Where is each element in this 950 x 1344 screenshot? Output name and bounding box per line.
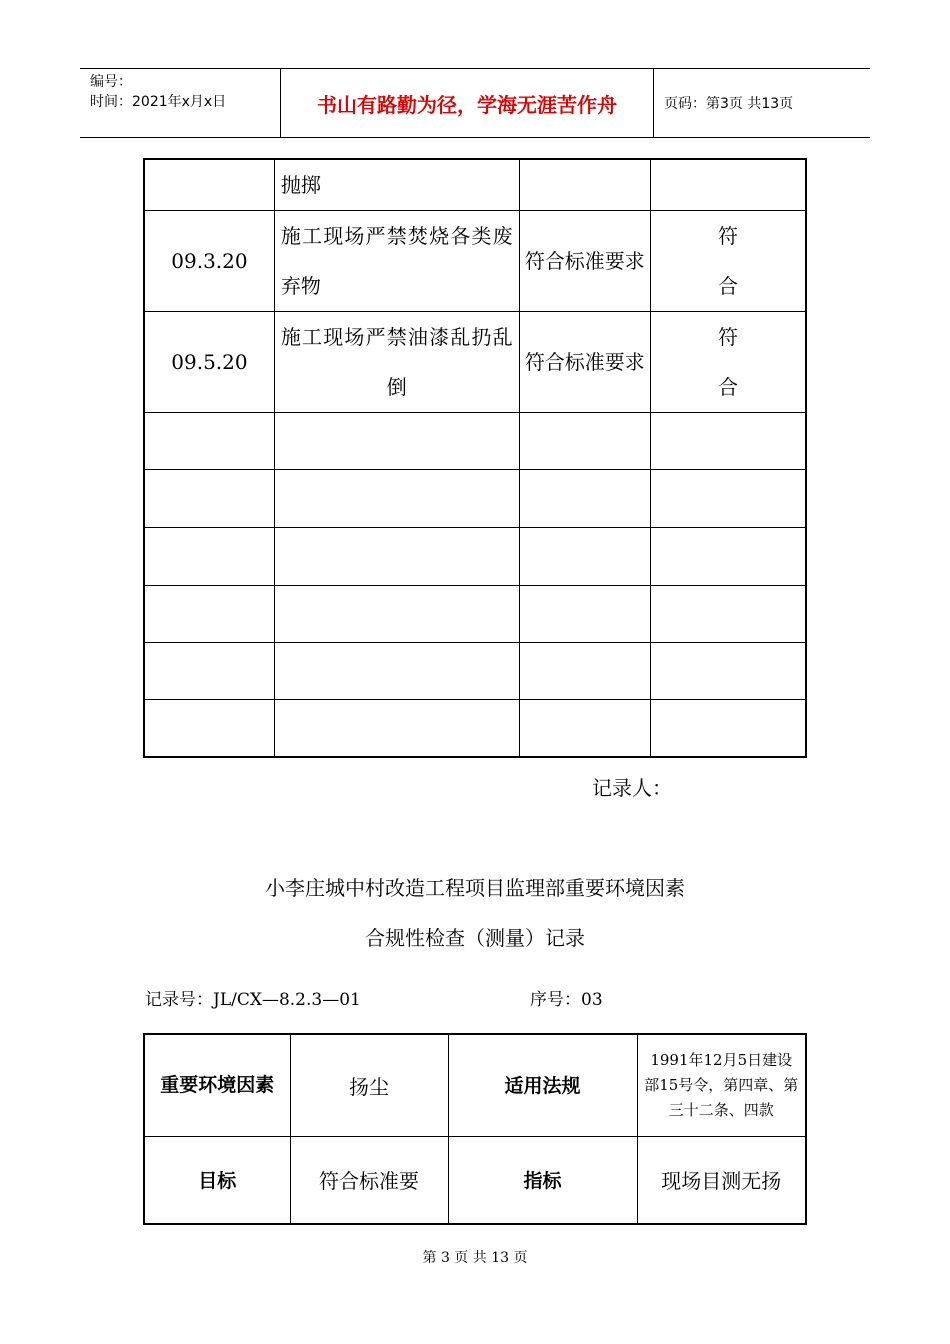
result-cell	[651, 700, 806, 757]
sequence-number: 序号：03	[530, 990, 603, 1010]
law-value: 1991年12月5日建设部15号令，第四章、第三十二条、四款	[637, 1034, 806, 1136]
requirement-cell	[519, 586, 650, 643]
target-row	[144, 1136, 806, 1224]
header-page-number: 页码：第3页 共13页	[664, 96, 794, 112]
table-row	[144, 413, 806, 470]
target-value: 符合标准要	[290, 1136, 448, 1224]
section-title-line1: 小李庄城中村改造工程项目监理部重要环境因素	[265, 876, 685, 900]
table-row	[144, 211, 806, 312]
result-cell	[651, 413, 806, 470]
content-cell	[274, 413, 519, 470]
law-label: 适用法规	[448, 1034, 637, 1136]
date-cell	[144, 700, 274, 757]
date-cell	[144, 528, 274, 586]
header-motto: 书山有路勤为径，学海无涯苦作舟	[281, 69, 654, 137]
factor-value: 扬尘	[290, 1034, 448, 1136]
result-cell: 符合	[651, 211, 806, 312]
table-row	[144, 700, 806, 757]
requirement-cell: 符合标准要求	[519, 312, 650, 413]
result-cell	[651, 470, 806, 528]
date-cell	[144, 470, 274, 528]
content-cell: 施工现场严禁油漆乱扔乱倒	[274, 312, 519, 413]
date-cell: 09.3.20	[144, 211, 274, 312]
indicator-label: 指标	[448, 1136, 637, 1224]
recorder-label: 记录人：	[592, 776, 672, 800]
table-row	[144, 159, 806, 211]
indicator-value: 现场目测无扬	[637, 1136, 806, 1224]
environment-factor-table	[143, 1033, 807, 1225]
requirement-cell	[519, 159, 650, 211]
inspection-table	[143, 158, 807, 758]
content-cell	[274, 586, 519, 643]
time-label: 时间：2021年x月x日	[90, 94, 227, 110]
date-cell: 09.5.20	[144, 312, 274, 413]
table-row	[144, 528, 806, 586]
factor-label: 重要环境因素	[144, 1034, 290, 1136]
requirement-cell	[519, 413, 650, 470]
target-label: 目标	[144, 1136, 290, 1224]
table-row	[144, 643, 806, 700]
requirement-cell	[519, 700, 650, 757]
date-cell	[144, 159, 274, 211]
content-cell	[274, 528, 519, 586]
result-cell	[651, 528, 806, 586]
table-row	[144, 470, 806, 528]
result-cell: 符合	[651, 312, 806, 413]
result-cell	[651, 586, 806, 643]
date-cell	[144, 643, 274, 700]
content-cell	[274, 700, 519, 757]
content-cell	[274, 643, 519, 700]
result-cell	[651, 159, 806, 211]
requirement-cell	[519, 528, 650, 586]
header-meta	[80, 69, 281, 137]
content-cell	[274, 470, 519, 528]
requirement-cell	[519, 470, 650, 528]
page-header	[80, 68, 870, 138]
page-footer: 第 3 页 共 13 页	[422, 1250, 528, 1266]
requirement-cell: 符合标准要求	[519, 211, 650, 312]
result-cell	[651, 643, 806, 700]
record-number: 记录号：JL/CX—8.2.3—01	[145, 990, 361, 1010]
number-label: 编号：	[90, 74, 132, 90]
content-cell: 施工现场严禁焚烧各类废弃物	[274, 211, 519, 312]
factor-row	[144, 1034, 806, 1136]
requirement-cell	[519, 643, 650, 700]
section-title-line2: 合规性检查（测量）记录	[365, 926, 585, 950]
date-cell	[144, 413, 274, 470]
content-cell: 抛掷	[274, 159, 519, 211]
table-row	[144, 586, 806, 643]
date-cell	[144, 586, 274, 643]
table-row	[144, 312, 806, 413]
